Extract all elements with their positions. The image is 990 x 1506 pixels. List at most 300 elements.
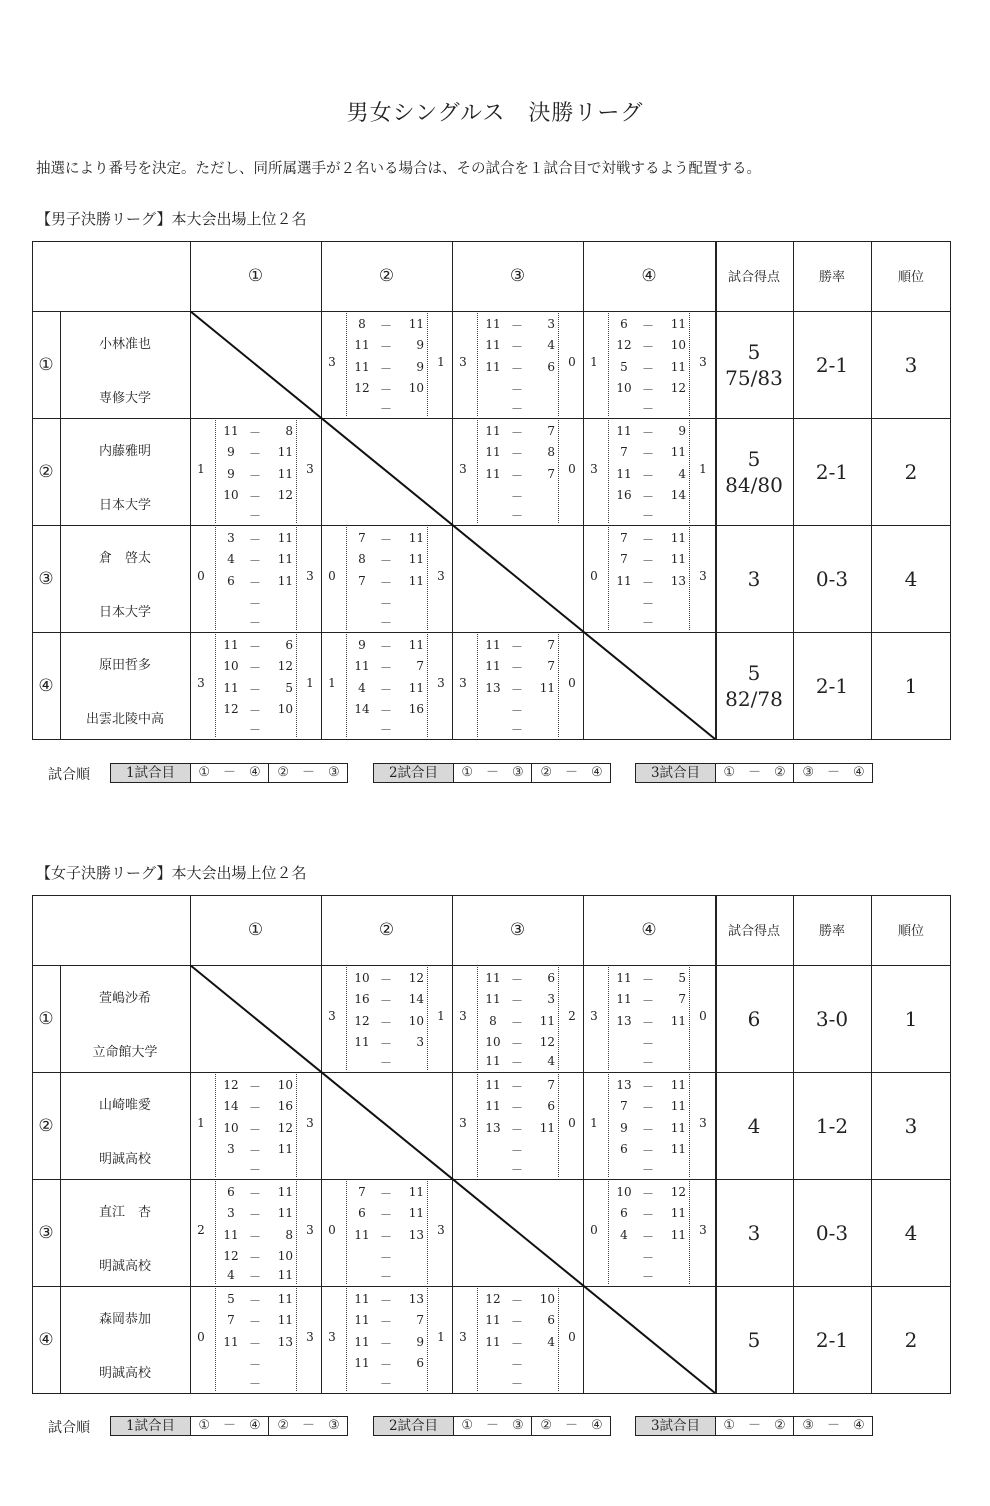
pairing-1: ① － ③ xyxy=(461,765,524,780)
league-table xyxy=(32,241,951,740)
game-score xyxy=(347,1014,427,1035)
game-score xyxy=(478,1292,558,1313)
score-dash: － xyxy=(248,1144,261,1158)
score-opponent: 10 xyxy=(277,1249,293,1263)
score-player: 7 xyxy=(227,1313,235,1327)
player-name: 山崎唯愛 xyxy=(98,1098,151,1113)
score-player: 10 xyxy=(223,488,239,502)
game-score xyxy=(347,1054,427,1075)
score-opponent: 5 xyxy=(285,681,293,695)
score-opponent: 5 xyxy=(678,971,686,985)
score-opponent: 4 xyxy=(547,1335,555,1349)
game-score xyxy=(216,1206,296,1227)
score-player: 11 xyxy=(485,317,501,331)
rank: 3 xyxy=(904,352,918,377)
game-score xyxy=(347,1185,427,1206)
game-score xyxy=(478,1335,558,1356)
score-dash: － xyxy=(641,1101,654,1115)
games-won: 0 xyxy=(197,569,205,583)
games-won: 0 xyxy=(590,1223,598,1237)
win-rate: 2-1 xyxy=(815,459,849,484)
score-player: 11 xyxy=(485,659,501,673)
points-value: 6 xyxy=(747,1006,761,1031)
score-dash: － xyxy=(248,509,261,523)
score-player: 11 xyxy=(354,1313,370,1327)
match-order-box xyxy=(110,1416,348,1436)
score-dash: － xyxy=(641,319,654,333)
score-player: 13 xyxy=(616,1014,632,1028)
points-value: 4 xyxy=(747,1113,761,1138)
game-score xyxy=(347,1356,427,1377)
player-name: 内藤雅明 xyxy=(98,444,151,459)
score-dash: － xyxy=(379,1230,392,1244)
games-won: 3 xyxy=(459,1116,467,1130)
game-score xyxy=(609,1099,689,1120)
game-score xyxy=(216,638,296,659)
score-dash: － xyxy=(248,661,261,675)
match-order-box xyxy=(635,1416,873,1436)
game-scores xyxy=(346,967,428,1070)
game-score xyxy=(609,1078,689,1099)
games-won: 3 xyxy=(197,676,205,690)
player-name: 原田哲多 xyxy=(98,658,151,673)
match-cell xyxy=(583,965,714,1072)
score-player: 11 xyxy=(616,971,632,985)
score-dash: － xyxy=(510,1377,523,1391)
game-score xyxy=(478,360,558,381)
game-score xyxy=(347,1313,427,1334)
score-player: 11 xyxy=(485,445,501,459)
score-dash: － xyxy=(641,597,654,611)
score-opponent: 7 xyxy=(547,638,555,652)
match-cell xyxy=(583,311,714,418)
score-player: 7 xyxy=(620,445,628,459)
score-player: 11 xyxy=(485,1335,501,1349)
section-title: 【男子決勝リーグ】本大会出場上位２名 xyxy=(36,210,307,228)
games-won: 1 xyxy=(328,676,336,690)
score-dash: － xyxy=(379,723,392,737)
score-opponent: 11 xyxy=(670,1014,686,1028)
score-player: 4 xyxy=(227,552,235,566)
score-opponent: 14 xyxy=(408,992,424,1006)
score-opponent: 11 xyxy=(408,1206,424,1220)
game-score xyxy=(609,1121,689,1142)
games-lost: 3 xyxy=(699,1116,707,1130)
score-dash: － xyxy=(641,994,654,1008)
score-dash: － xyxy=(510,973,523,987)
page-title: 男女シングルス 決勝リーグ xyxy=(346,101,644,126)
game-score xyxy=(478,1078,558,1099)
score-player: 13 xyxy=(485,1121,501,1135)
game-scores xyxy=(608,527,690,630)
player-school: 明誠高校 xyxy=(98,1152,151,1167)
score-opponent: 10 xyxy=(277,702,293,716)
points-ratio: 84/80 xyxy=(725,472,783,497)
score-player: 11 xyxy=(223,1228,239,1242)
game-scores xyxy=(477,967,559,1070)
score-dash: － xyxy=(641,1056,654,1070)
score-opponent: 11 xyxy=(670,1228,686,1242)
score-dash: － xyxy=(510,340,523,354)
score-opponent: 12 xyxy=(408,971,424,985)
score-player: 16 xyxy=(354,992,370,1006)
score-dash: － xyxy=(248,683,261,697)
score-dash: － xyxy=(248,1208,261,1222)
score-dash: － xyxy=(379,533,392,547)
score-dash: － xyxy=(379,1187,392,1201)
match-order-box xyxy=(373,1416,611,1436)
score-dash: － xyxy=(379,704,392,718)
game-score xyxy=(216,702,296,723)
score-dash: － xyxy=(641,362,654,376)
games-lost: 3 xyxy=(437,569,445,583)
score-dash: － xyxy=(641,1080,654,1094)
score-dash: － xyxy=(379,973,392,987)
game-score xyxy=(347,681,427,702)
player-number: ③ xyxy=(38,1222,54,1243)
game-score xyxy=(609,1185,689,1206)
score-dash: － xyxy=(248,1337,261,1351)
score-opponent: 3 xyxy=(416,1035,424,1049)
score-player: 12 xyxy=(485,1292,501,1306)
score-dash: － xyxy=(248,554,261,568)
score-opponent: 12 xyxy=(277,488,293,502)
game-score xyxy=(478,424,558,445)
game-score xyxy=(478,1142,558,1163)
score-player: 10 xyxy=(354,971,370,985)
score-opponent: 11 xyxy=(408,681,424,695)
score-opponent: 11 xyxy=(670,1099,686,1113)
game-score xyxy=(609,1142,689,1163)
score-opponent: 11 xyxy=(670,317,686,331)
score-opponent: 12 xyxy=(670,1185,686,1199)
player-school: 日本大学 xyxy=(98,605,151,620)
game-score xyxy=(216,574,296,595)
score-dash: － xyxy=(641,340,654,354)
score-dash: － xyxy=(641,469,654,483)
score-player: 11 xyxy=(223,681,239,695)
game-score xyxy=(216,1185,296,1206)
score-opponent: 7 xyxy=(547,424,555,438)
game-score xyxy=(347,1375,427,1396)
score-player: 11 xyxy=(485,424,501,438)
score-dash: － xyxy=(379,1358,392,1372)
score-dash: － xyxy=(248,1123,261,1137)
game-score xyxy=(347,638,427,659)
score-opponent: 8 xyxy=(285,424,293,438)
score-opponent: 13 xyxy=(408,1292,424,1306)
score-dash: － xyxy=(248,1377,261,1391)
game-score xyxy=(478,338,558,359)
pairing-1: ① － ② xyxy=(723,765,786,780)
score-player: 11 xyxy=(354,1035,370,1049)
score-player: 12 xyxy=(354,381,370,395)
score-player: 8 xyxy=(358,552,366,566)
score-player: 11 xyxy=(485,638,501,652)
game-score xyxy=(216,1142,296,1163)
score-opponent: 11 xyxy=(670,1078,686,1092)
player-number: ① xyxy=(38,354,54,375)
score-opponent: 6 xyxy=(416,1356,424,1370)
match-cell xyxy=(190,1072,321,1179)
score-opponent: 8 xyxy=(285,1228,293,1242)
score-player: 7 xyxy=(358,531,366,545)
score-player: 4 xyxy=(358,681,366,695)
score-opponent: 10 xyxy=(408,381,424,395)
score-opponent: 12 xyxy=(277,659,293,673)
games-won: 3 xyxy=(459,462,467,476)
game-score xyxy=(609,360,689,381)
score-opponent: 4 xyxy=(547,338,555,352)
games-lost: 3 xyxy=(306,462,314,476)
match-cell xyxy=(452,1072,583,1179)
match-order-box xyxy=(635,763,873,783)
games-won: 1 xyxy=(197,462,205,476)
score-player: 14 xyxy=(354,702,370,716)
pairing-2: ② － ④ xyxy=(531,764,611,782)
game-score xyxy=(216,531,296,552)
score-player: 11 xyxy=(485,992,501,1006)
games-lost: 3 xyxy=(699,355,707,369)
score-dash: － xyxy=(641,447,654,461)
score-opponent: 13 xyxy=(408,1228,424,1242)
score-dash: － xyxy=(510,426,523,440)
match-points xyxy=(715,1286,793,1393)
game-score xyxy=(478,681,558,702)
match-cell xyxy=(321,1179,452,1286)
header-player-2: ② xyxy=(378,265,395,286)
game-score xyxy=(347,1249,427,1270)
pairing-2: ② － ③ xyxy=(268,764,348,782)
score-player: 10 xyxy=(223,659,239,673)
games-lost: 0 xyxy=(568,676,576,690)
score-opponent: 11 xyxy=(277,1185,293,1199)
score-opponent: 7 xyxy=(416,1313,424,1327)
score-dash: － xyxy=(379,1208,392,1222)
games-won: 3 xyxy=(459,355,467,369)
score-player: 11 xyxy=(616,992,632,1006)
player-school: 明誠高校 xyxy=(98,1259,151,1274)
score-opponent: 6 xyxy=(285,638,293,652)
score-player: 5 xyxy=(227,1292,235,1306)
game-score xyxy=(216,424,296,445)
score-opponent: 13 xyxy=(670,574,686,588)
game-score xyxy=(609,338,689,359)
player-school: 明誠高校 xyxy=(98,1366,151,1381)
score-player: 8 xyxy=(358,317,366,331)
score-dash: － xyxy=(248,597,261,611)
score-player: 11 xyxy=(616,467,632,481)
game-score xyxy=(478,488,558,509)
score-dash: － xyxy=(248,704,261,718)
game-score xyxy=(609,445,689,466)
score-opponent: 6 xyxy=(547,1313,555,1327)
player-number: ④ xyxy=(38,1329,54,1350)
score-player: 11 xyxy=(485,360,501,374)
header-player-2: ② xyxy=(378,919,395,940)
score-player: 10 xyxy=(616,381,632,395)
games-lost: 1 xyxy=(437,1330,445,1344)
points-value: 5 xyxy=(747,339,761,364)
rank: 2 xyxy=(904,1327,918,1352)
score-opponent: 7 xyxy=(547,1078,555,1092)
score-dash: － xyxy=(248,426,261,440)
score-dash: － xyxy=(510,447,523,461)
score-dash: － xyxy=(379,1337,392,1351)
header-winrate: 勝率 xyxy=(818,924,845,939)
header-player-3: ③ xyxy=(509,265,526,286)
score-dash: － xyxy=(641,533,654,547)
game-score xyxy=(347,574,427,595)
game-scores xyxy=(215,1074,297,1177)
games-lost: 3 xyxy=(437,1223,445,1237)
score-opponent: 11 xyxy=(670,360,686,374)
player-number: ① xyxy=(38,1008,54,1029)
score-dash: － xyxy=(248,1163,261,1177)
header-rank: 順位 xyxy=(897,270,924,285)
score-dash: － xyxy=(248,1270,261,1284)
game-score xyxy=(216,488,296,509)
rank: 1 xyxy=(904,673,918,698)
game-score xyxy=(478,659,558,680)
game-score xyxy=(347,360,427,381)
score-player: 5 xyxy=(620,360,628,374)
game-score xyxy=(478,1161,558,1182)
score-player: 3 xyxy=(227,531,235,545)
game-scores xyxy=(608,1074,690,1177)
score-player: 7 xyxy=(358,1185,366,1199)
match-cell xyxy=(321,965,452,1072)
rank: 2 xyxy=(904,459,918,484)
game-score xyxy=(478,702,558,723)
score-opponent: 6 xyxy=(547,360,555,374)
score-dash: － xyxy=(379,576,392,590)
score-opponent: 11 xyxy=(670,552,686,566)
score-dash: － xyxy=(641,509,654,523)
game-score xyxy=(216,1335,296,1356)
score-player: 6 xyxy=(620,317,628,331)
game-score xyxy=(478,971,558,992)
game-score xyxy=(216,595,296,616)
rank: 4 xyxy=(904,566,918,591)
game-score xyxy=(347,1228,427,1249)
score-dash: － xyxy=(510,1016,523,1030)
games-won: 3 xyxy=(328,355,336,369)
game-scores xyxy=(346,634,428,737)
games-won: 3 xyxy=(590,462,598,476)
pairing-1: ① － ④ xyxy=(198,765,261,780)
game-scores xyxy=(608,420,690,523)
games-lost: 0 xyxy=(568,1116,576,1130)
game-score xyxy=(347,400,427,421)
score-dash: － xyxy=(379,640,392,654)
points-value: 3 xyxy=(747,1220,761,1245)
score-dash: － xyxy=(248,723,261,737)
header-points: 試合得点 xyxy=(727,924,780,939)
game-scores xyxy=(346,1181,428,1284)
game-score xyxy=(347,702,427,723)
player-name: 森岡恭加 xyxy=(98,1312,151,1327)
games-lost: 1 xyxy=(699,462,707,476)
score-opponent: 10 xyxy=(277,1078,293,1092)
player-number: ④ xyxy=(38,675,54,696)
score-opponent: 11 xyxy=(408,574,424,588)
game-score xyxy=(347,531,427,552)
score-opponent: 11 xyxy=(277,445,293,459)
score-dash: － xyxy=(248,469,261,483)
score-opponent: 11 xyxy=(408,317,424,331)
game-score xyxy=(609,595,689,616)
pairing-2: ③ － ④ xyxy=(793,1417,873,1435)
score-opponent: 11 xyxy=(277,574,293,588)
games-lost: 1 xyxy=(437,1009,445,1023)
score-opponent: 11 xyxy=(277,531,293,545)
score-dash: － xyxy=(641,1016,654,1030)
score-player: 6 xyxy=(227,574,235,588)
score-opponent: 11 xyxy=(670,1142,686,1156)
score-dash: － xyxy=(379,1294,392,1308)
game-scores xyxy=(477,634,559,737)
score-dash: － xyxy=(379,319,392,333)
score-opponent: 12 xyxy=(539,1035,555,1049)
score-dash: － xyxy=(641,554,654,568)
score-player: 9 xyxy=(358,638,366,652)
match-cell xyxy=(452,632,583,739)
player-number: ② xyxy=(38,1115,54,1136)
score-dash: － xyxy=(510,1163,523,1177)
match-cell xyxy=(190,525,321,632)
score-player: 10 xyxy=(223,1121,239,1135)
score-dash: － xyxy=(379,683,392,697)
score-player: 12 xyxy=(354,1014,370,1028)
game-score xyxy=(609,531,689,552)
score-player: 11 xyxy=(485,971,501,985)
score-player: 11 xyxy=(485,338,501,352)
score-dash: － xyxy=(641,616,654,630)
game-score xyxy=(347,721,427,742)
game-scores xyxy=(608,313,690,416)
game-score xyxy=(478,638,558,659)
score-dash: － xyxy=(510,319,523,333)
games-won: 1 xyxy=(590,1116,598,1130)
games-lost: 3 xyxy=(306,1116,314,1130)
score-opponent: 16 xyxy=(408,702,424,716)
games-won: 3 xyxy=(459,1009,467,1023)
score-dash: － xyxy=(641,1187,654,1201)
score-opponent: 7 xyxy=(416,659,424,673)
score-player: 11 xyxy=(354,659,370,673)
score-dash: － xyxy=(379,554,392,568)
pairing-2: ② － ④ xyxy=(531,1417,611,1435)
score-player: 12 xyxy=(223,1078,239,1092)
score-dash: － xyxy=(641,490,654,504)
player-name: 萱嶋沙希 xyxy=(98,991,151,1006)
game-score xyxy=(609,574,689,595)
game-score xyxy=(478,1356,558,1377)
game-score xyxy=(347,992,427,1013)
score-dash: － xyxy=(379,1056,392,1070)
rank: 4 xyxy=(904,1220,918,1245)
score-player: 7 xyxy=(620,552,628,566)
score-dash: － xyxy=(510,1358,523,1372)
game-score xyxy=(609,1035,689,1056)
points-value: 5 xyxy=(747,446,761,471)
score-dash: － xyxy=(248,1187,261,1201)
score-opponent: 7 xyxy=(678,992,686,1006)
game-score xyxy=(478,1121,558,1142)
game-score xyxy=(347,381,427,402)
match-cell xyxy=(452,418,583,525)
